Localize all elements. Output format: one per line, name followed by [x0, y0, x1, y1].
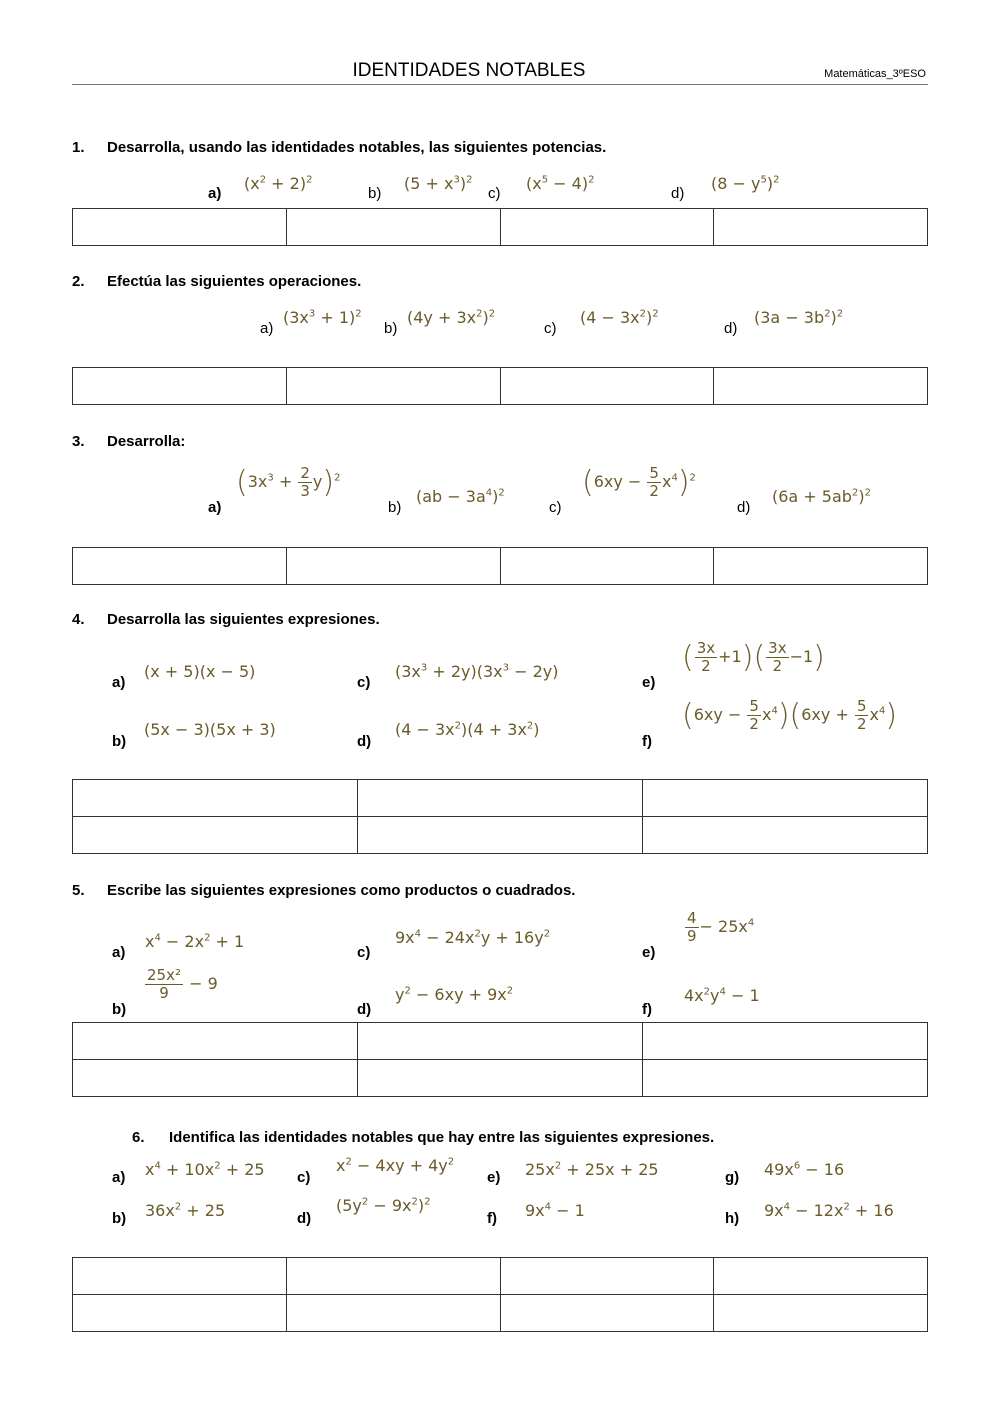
- q2-expr-a: $(3x^3 + 1)^2$: [283, 308, 362, 327]
- q3-expr-a: ($3x^3$ + $\frac{2}{3}$ y)$^2$: [236, 464, 341, 500]
- q4-expr-b: (5x − 3)(5x + 3): [144, 720, 276, 739]
- q5-label-b: b): [112, 1001, 127, 1018]
- q2-expr-b: $(4y + 3x^2)^2$: [407, 308, 496, 327]
- frac-num: 3x: [768, 639, 787, 657]
- q6-text: Identifica las identidades notables que hay entre las siguientes expresiones.: [169, 1129, 715, 1146]
- q5-answer-b[interactable]: [73, 1060, 358, 1097]
- frac-num: 3x: [696, 639, 716, 657]
- q1-answer-a[interactable]: [73, 209, 287, 246]
- q1-answer-table: [72, 208, 928, 246]
- q4-label-d: d): [357, 733, 372, 750]
- q4-answer-a[interactable]: [73, 780, 358, 817]
- q3-expr-c: (6xy − $\frac{5}{2}$ $x^4)^2$: [582, 464, 696, 500]
- q6-expr-a: $x^4 + 10x^2 + 25$: [145, 1160, 265, 1179]
- q3-answer-table: [72, 547, 928, 585]
- q3-label-d: d): [737, 499, 751, 516]
- q6-label-d: d): [297, 1210, 312, 1227]
- q5-label-f: f): [642, 1001, 652, 1018]
- frac-num: 2: [300, 464, 310, 482]
- q4-number: 4.: [72, 611, 85, 628]
- q2-expr-c: $(4 - 3x^2)^2$: [580, 308, 659, 327]
- q1-text: Desarrolla, usando las identidades notables, las siguientes potencias.: [107, 139, 607, 156]
- q5-expr-f: $4x^2y^4 - 1$: [684, 986, 760, 1005]
- frac-den: 2: [649, 482, 659, 500]
- q2-label-c: c): [544, 320, 557, 337]
- q6-answer-table: [72, 1257, 928, 1332]
- q2-answer-d[interactable]: [714, 368, 928, 405]
- q4-label-c: c): [357, 674, 371, 691]
- q2-expr-d: $(3a - 3b^2)^2$: [754, 308, 844, 327]
- q4-expr-c: $(3x^3 + 2y)(3x^3 - 2y)$: [395, 662, 559, 681]
- q3-label-c: c): [549, 499, 562, 516]
- q4-answer-f[interactable]: [643, 817, 928, 854]
- q4-label-b: b): [112, 733, 127, 750]
- q6-expr-g: $49x^6 - 16$: [764, 1160, 845, 1179]
- q5-number: 5.: [72, 882, 85, 899]
- q4-label-f: f): [642, 733, 652, 750]
- frac-den: 2: [772, 657, 783, 675]
- q6-label-a: a): [112, 1169, 126, 1186]
- q6-label-c: c): [297, 1169, 311, 1186]
- frac-num: 4: [687, 909, 697, 927]
- q6-label-g: g): [725, 1169, 740, 1186]
- q5-label-a: a): [112, 944, 126, 961]
- q5-answer-f[interactable]: [643, 1060, 928, 1097]
- q6-answer-b[interactable]: [73, 1295, 287, 1332]
- q6-number: 6.: [132, 1129, 145, 1146]
- q1-expr-c: $(x^5 - 4)^2$: [526, 174, 595, 193]
- q6-label-h: h): [725, 1210, 740, 1227]
- q2-text: Efectúa las siguientes operaciones.: [107, 273, 362, 290]
- q6-expr-h: $9x^4 - 12x^2 + 16$: [764, 1201, 894, 1220]
- q4-expr-f: (6xy − $\frac{5}{2}$ $x^4)(6xy$ + $\frac{5}{2}$ $x^4$): [682, 697, 898, 733]
- q3-answer-a[interactable]: [73, 548, 287, 585]
- q2-answer-a[interactable]: [73, 368, 287, 405]
- q4-answer-c[interactable]: [358, 780, 643, 817]
- frac-den: 9: [159, 984, 169, 1002]
- q5-label-c: c): [357, 944, 371, 961]
- frac-den: 2: [749, 715, 759, 733]
- q6-answer-h[interactable]: [714, 1295, 928, 1332]
- frac-den: 2: [701, 657, 711, 675]
- q4-answer-b[interactable]: [73, 817, 358, 854]
- q6-expr-f: $9x^4 - 1$: [525, 1201, 585, 1220]
- q3-number: 3.: [72, 433, 85, 450]
- q3-text: Desarrolla:: [107, 433, 186, 450]
- frac-num: 5: [649, 464, 659, 482]
- q1-number: 1.: [72, 139, 85, 156]
- q6-answer-e[interactable]: [500, 1258, 714, 1295]
- q1-expr-d: $(8 - y^5)^2$: [711, 174, 780, 193]
- q6-answer-f[interactable]: [500, 1295, 714, 1332]
- q2-answer-c[interactable]: [500, 368, 714, 405]
- q4-answer-d[interactable]: [358, 817, 643, 854]
- q5-answer-e[interactable]: [643, 1023, 928, 1060]
- q5-answer-table: [72, 1022, 928, 1097]
- q2-answer-table: [72, 367, 928, 405]
- q5-expr-b: $\frac{\text{25x²}}{9}$ − 9: [147, 966, 218, 1002]
- frac-num: 25x²: [147, 966, 181, 984]
- q1-label-c: c): [488, 185, 501, 202]
- q6-answer-a[interactable]: [73, 1258, 287, 1295]
- q3-answer-b[interactable]: [286, 548, 500, 585]
- q2-answer-b[interactable]: [286, 368, 500, 405]
- subject-label: Matemáticas_3ºESO: [824, 68, 926, 80]
- q5-expr-a: $x^4 - 2x^2 + 1$: [145, 932, 245, 951]
- q6-answer-g[interactable]: [714, 1258, 928, 1295]
- q5-answer-a[interactable]: [73, 1023, 358, 1060]
- q5-label-e: e): [642, 944, 656, 961]
- frac-num: 5: [856, 697, 867, 715]
- q4-answer-e[interactable]: [643, 780, 928, 817]
- q5-answer-d[interactable]: [358, 1060, 643, 1097]
- frac-den: 2: [856, 715, 867, 733]
- q1-label-b: b): [368, 185, 382, 202]
- frac-num: 5: [749, 697, 759, 715]
- q4-expr-e: ( $\frac{3x}{2}$ +1)( $\frac{3x}{2}$ −1): [682, 639, 825, 675]
- q4-expr-a: (x + 5)(x − 5): [144, 662, 256, 681]
- q1-expr-a: $(x^2 + 2)^2$: [244, 174, 313, 193]
- q2-label-d: d): [724, 320, 738, 337]
- q4-text: Desarrolla las siguientes expresiones.: [107, 611, 380, 628]
- q5-expr-c: $9x^4 - 24x^2y + 16y^2$: [395, 928, 551, 947]
- q1-label-a: a): [208, 185, 222, 202]
- q3-label-a: a): [208, 499, 222, 516]
- q6-expr-c: $x^2 - 4xy + 4y^2$: [336, 1156, 455, 1175]
- q3-answer-d[interactable]: [714, 548, 928, 585]
- q4-answer-table: [72, 779, 928, 854]
- q3-answer-c[interactable]: [500, 548, 714, 585]
- q6-label-f: f): [487, 1210, 497, 1227]
- q6-label-b: b): [112, 1210, 127, 1227]
- page-title: IDENTIDADES NOTABLES: [352, 60, 586, 81]
- q5-expr-d: $y^2 - 6xy + 9x^2$: [395, 985, 514, 1004]
- q6-expr-d: $(5y^2 - 9x^2)^2$: [336, 1196, 431, 1215]
- frac-den: 9: [687, 927, 697, 945]
- q3-label-b: b): [388, 499, 402, 516]
- q5-answer-c[interactable]: [358, 1023, 643, 1060]
- q4-label-a: a): [112, 674, 126, 691]
- q2-number: 2.: [72, 273, 85, 290]
- q4-expr-d: $(4 - 3x^2)(4 + 3x^2)$: [395, 720, 540, 739]
- q2-label-b: b): [384, 320, 398, 337]
- q6-answer-c[interactable]: [286, 1258, 500, 1295]
- q6-label-e: e): [487, 1169, 501, 1186]
- q5-expr-e: $\frac{4}{9}$ − $25x^4$: [687, 909, 755, 945]
- q5-label-d: d): [357, 1001, 372, 1018]
- frac-den: 3: [300, 482, 310, 500]
- q3-expr-b: $(ab - 3a^4)^2$: [416, 487, 505, 506]
- q6-expr-e: $25x^2 + 25x + 25$: [525, 1160, 659, 1179]
- q1-answer-d[interactable]: [714, 209, 928, 246]
- q6-expr-b: $36x^2 + 25$: [145, 1201, 226, 1220]
- q1-label-d: d): [671, 185, 685, 202]
- q1-answer-b[interactable]: [286, 209, 500, 246]
- header-divider: [72, 84, 928, 85]
- q6-answer-d[interactable]: [286, 1295, 500, 1332]
- q4-label-e: e): [642, 674, 656, 691]
- q2-label-a: a): [260, 320, 274, 337]
- q3-expr-d: $(6a + 5ab^2)^2$: [772, 487, 871, 506]
- q1-answer-c[interactable]: [500, 209, 714, 246]
- q1-expr-b: $(5 + x^3)^2$: [404, 174, 473, 193]
- q5-text: Escribe las siguientes expresiones como productos o cuadrados.: [107, 882, 576, 899]
